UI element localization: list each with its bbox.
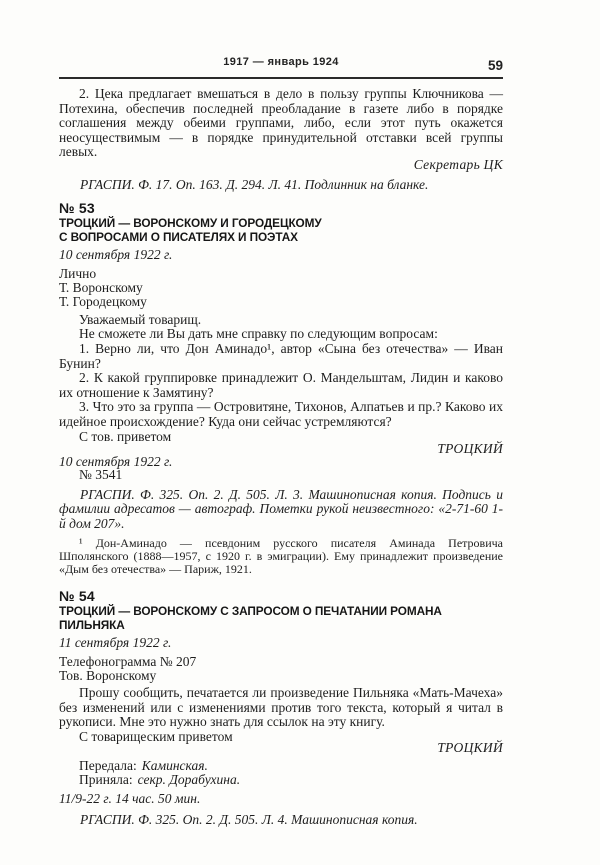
document-title-line-2: С ВОПРОСАМИ О ПИСАТЕЛЯХ И ПОЭТАХ: [59, 230, 298, 245]
text-block: [59, 0, 503, 827]
question-3: 3. Что это за группа — Островитяне, Тихонов, Алпатьев и пр.? Каково их идейное происхождение? Куда они сейчас устремляются?: [59, 399, 503, 429]
addressee-line: Т. Воронскому: [59, 279, 143, 295]
footnote: ¹ Дон-Аминадо — псевдоним русского писателя Аминада Петровича Шполянского (1888—1957, с 1920 г. в эмиграции). Ему принадлежит произведение «Дым без отечества» — Париж, 1921.: [59, 535, 503, 576]
received-line: [59, 773, 503, 787]
doc-53: [59, 200, 503, 576]
received-name: секр. Дорабухина.: [137, 772, 241, 788]
received-label: Приняла:: [79, 772, 133, 788]
addressee-line: Лично: [59, 265, 97, 281]
archive-reference: РГАСПИ. Ф. 17. Оп. 163. Д. 294. Л. 41. Подлинник на бланке.: [80, 176, 429, 192]
doc-52-continuation: [59, 87, 503, 192]
operators-block: [59, 759, 503, 787]
signature-secretary-ck: Секретарь ЦК: [413, 156, 503, 172]
document-number: № 54: [59, 587, 95, 604]
running-head-title: 1917 — январь 1924: [223, 56, 339, 68]
archive-reference: РГАСПИ. Ф. 325. Оп. 2. Д. 505. Л. 4. Машинописная копия.: [80, 811, 418, 827]
page-header: [59, 0, 503, 79]
document-title: ТРОЦКИЙ — ВОРОНСКОМУ С ЗАПРОСОМ О ПЕЧАТАНИИ РОМАНА ПИЛЬНЯКА: [59, 603, 442, 632]
outgoing-number: № 3541: [79, 467, 123, 483]
closing-line: С товарищеским приветом: [79, 729, 233, 745]
archive-reference: РГАСПИ. Ф. 325. Оп. 2. Д. 505. Л. 3. Машинописная копия. Подпись и фамилии адресатов — автограф. Пометки рукой неизвестного: «2-71-60 1-й дом 207».: [59, 486, 503, 532]
telefonogramma-line: Телефонограмма № 207: [59, 654, 197, 670]
intro-line: Не сможете ли Вы дать мне справку по следующим вопросам:: [79, 326, 438, 342]
addressee-line: Т. Городецкому: [59, 293, 147, 309]
transmitted-name: Каминская.: [141, 758, 208, 774]
salutation: Уважаемый товарищ.: [79, 311, 202, 327]
question-1: 1. Верно ли, что Дон Аминадо¹, автор «Сына без отечества» — Иван Бунин?: [59, 340, 503, 371]
transmitted-label: Передала:: [79, 758, 137, 774]
document-date: 10 сентября 1922 г.: [59, 247, 173, 263]
document-title-line-1: ТРОЦКИЙ — ВОРОНСКОМУ И ГОРОДЕЦКОМУ: [59, 216, 322, 231]
document-date: 11 сентября 1922 г.: [59, 634, 172, 650]
timestamp-line: 11/9-22 г. 14 час. 50 мин.: [59, 791, 201, 807]
transmitted-line: [59, 759, 503, 773]
letter-body: [59, 313, 503, 444]
delivery-block: [59, 655, 503, 683]
page-number: 59: [487, 58, 503, 73]
resolution-paragraph: 2. Цека предлагает вмешаться в дело в пользу группы Ключникова — Потехина, обеспечив последней преобладание в газете либо в порядке соглашения между обеими группами, либо, если этот путь окажется неосуществимым — в порядке принудительной отставки всей группы левых.: [59, 86, 503, 160]
question-2: 2. К какой группировке принадлежит О. Мандельштам, Лидин и каково их отношение к Замятину?: [59, 370, 503, 400]
closing-line: С тов. приветом: [79, 428, 172, 444]
signature-trotsky: ТРОЦКИЙ: [437, 739, 503, 755]
addressee-line: Тов. Воронскому: [59, 668, 157, 684]
doc-54: [59, 588, 503, 828]
letter-paragraph: Прошу сообщить, печатается ли произведение Пильняка «Мать-Мачеха» без изменений или с изменениями против того текста, который я читал в рукописи. Мне это нужно знать для ссылок на эту книгу.: [59, 685, 503, 730]
signature-trotsky: ТРОЦКИЙ: [437, 441, 503, 457]
document-number: № 53: [59, 200, 95, 217]
addressee-block: [59, 267, 503, 309]
date-footer: 10 сентября 1922 г.: [59, 453, 173, 469]
